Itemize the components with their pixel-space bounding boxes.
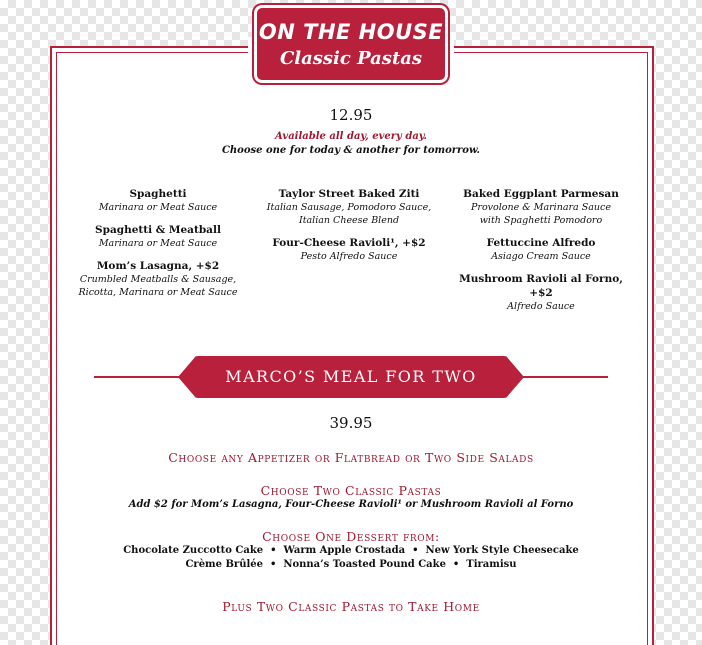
pastas-note: Add $2 for Mom’s Lasagna, Four-Cheese Ravioli¹ or Mushroom Ravioli al Forno xyxy=(128,499,574,510)
dessert-line-2: Crème Brûlée • Nonna’s Toasted Pound Cake • Tiramisu xyxy=(185,559,517,570)
menu-item-description: with Spaghetti Pomodoro xyxy=(479,215,603,226)
menu-column-center xyxy=(254,187,444,272)
menu-item-name: Mushroom Ravioli al Forno, +$2 xyxy=(459,273,623,299)
menu-item-name: Taylor Street Baked Ziti xyxy=(278,188,420,200)
choose-instruction: Choose one for today & another for tomorrow. xyxy=(221,145,481,156)
menu-item-name: Spaghetti xyxy=(129,188,187,200)
menu-item-name: Fettuccine Alfredo xyxy=(486,237,596,249)
menu-column-left xyxy=(63,187,253,308)
header-subtitle: Classic Pastas xyxy=(279,48,423,69)
header-badge xyxy=(257,8,445,80)
menu-item-description: Crumbled Meatballs & Sausage, xyxy=(79,274,237,285)
menu-item xyxy=(63,259,253,299)
header-title: ON THE HOUSE xyxy=(258,20,444,44)
menu-item-description: Italian Sausage, Pomodoro Sauce, xyxy=(266,202,432,213)
dessert-line-1: Chocolate Zuccotto Cake • Warm Apple Crostada • New York Style Cheesecake xyxy=(123,545,579,556)
menu-item-name: Mom’s Lasagna, +$2 xyxy=(96,260,220,272)
banner-tip-right xyxy=(506,356,524,398)
menu-item-name: Baked Eggplant Parmesan xyxy=(463,188,619,200)
meal-for-two-banner: MARCO’S MEAL FOR TWO xyxy=(194,356,508,398)
menu-item-description: Provolone & Marinara Sauce xyxy=(471,202,611,213)
take-home-line: Plus Two Classic Pastas to Take Home xyxy=(222,599,480,614)
dessert-heading: Choose One Dessert from: xyxy=(262,529,440,544)
menu-column-right xyxy=(446,187,636,322)
menu-item xyxy=(446,272,636,313)
menu-item-description: Marinara or Meat Sauce xyxy=(98,202,218,213)
menu-item-description: Marinara or Meat Sauce xyxy=(98,238,218,249)
classic-price: 12.95 xyxy=(329,106,373,124)
menu-item-description: Ricotta, Marinara or Meat Sauce xyxy=(78,287,238,298)
menu-item-description: Italian Cheese Blend xyxy=(298,215,400,226)
menu-item xyxy=(446,187,636,227)
menu-item-description: Alfredo Sauce xyxy=(507,301,575,312)
menu-item xyxy=(254,187,444,227)
meal-price: 39.95 xyxy=(329,414,373,432)
appetizer-line: Choose any Appetizer or Flatbread or Two Side Salads xyxy=(168,450,534,465)
availability-text: Available all day, every day. xyxy=(275,131,427,142)
menu-item-name: Spaghetti & Meatball xyxy=(95,224,221,236)
menu-item-name: Four-Cheese Ravioli¹, +$2 xyxy=(272,237,426,249)
menu-item-description: Asiago Cream Sauce xyxy=(491,251,591,262)
menu-item xyxy=(63,223,253,250)
menu-item-description: Pesto Alfredo Sauce xyxy=(300,251,398,262)
menu-item xyxy=(254,236,444,263)
menu-item xyxy=(63,187,253,214)
menu-item xyxy=(446,236,636,263)
pastas-heading: Choose Two Classic Pastas xyxy=(260,483,442,498)
